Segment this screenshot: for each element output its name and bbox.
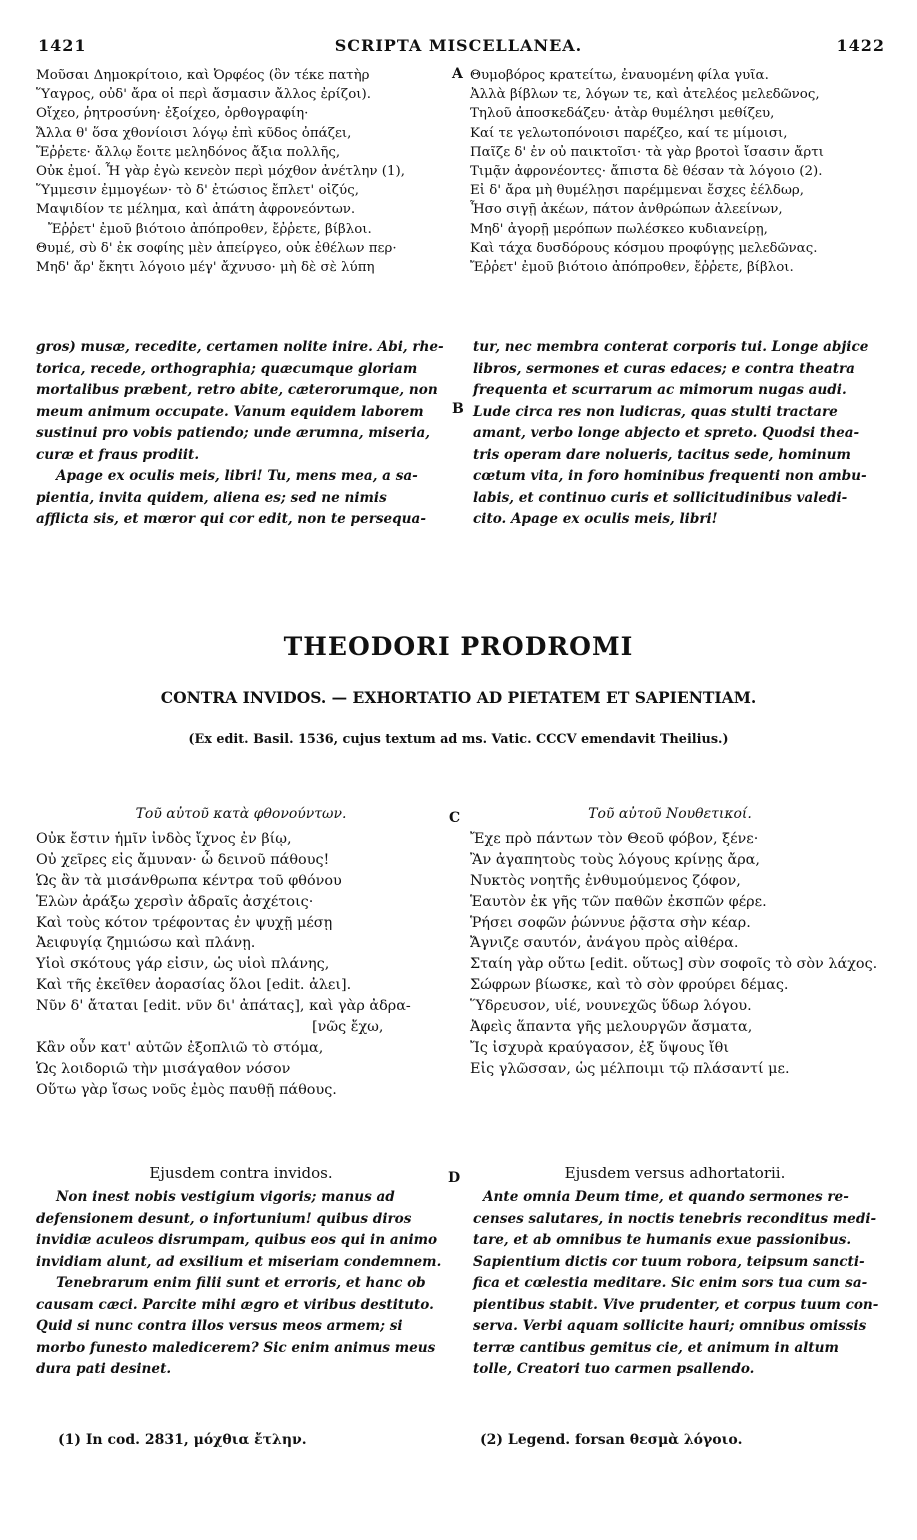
verse-line: Τιμᾷν ἀφρονέοντες· ἄπιστα δὲ θέσαν τὰ λόγοιο (2). <box>470 163 823 179</box>
verse-line: Ἄλλα θ' ὅσα χθονίοισι λόγῳ ἐπὶ κῦδος ὀπάζει, <box>36 125 352 141</box>
prose-line: mortalibus præbent, retro abite, cæterorumque, non <box>36 382 438 398</box>
prose-line: Apage ex oculis meis, libri! Tu, mens mea, a sa- <box>56 468 418 484</box>
verse-line: Καὶ τοὺς κότον τρέφοντας ἐν ψυχῇ μέσῃ <box>36 914 333 931</box>
work-title: THEODORI PRODROMI <box>283 632 634 661</box>
verse-line: Καί τε γελωτοπόνοισι παρέζεο, καί τε μίμοισι, <box>470 125 788 141</box>
greek-poem-left-heading: Τοῦ αὐτοῦ κατὰ φθονούντων. <box>135 806 347 822</box>
prose-line: torica, recede, orthographia; quæcumque gloriam <box>36 360 418 377</box>
latin-left-column <box>36 337 444 531</box>
verse-line: Οὐκ ἔστιν ἡμῖν ἰνδὸς ἴχνος ἐν βίῳ, <box>36 831 292 847</box>
prose-line: invidiæ aculeos disrumpam, quibus eos qui in animo <box>36 1232 438 1248</box>
verse-line: Ἴς ἰσχυρὰ κραύγασον, ἐξ ὕψους ἴθι <box>470 1039 729 1056</box>
prose-line: fica et cœlestia meditare. Sic enim sors tua cum sa- <box>473 1275 868 1291</box>
prose-line: tur, nec membra conterat corporis tui. Longe abjice <box>473 339 869 355</box>
prose-line: dura pati desinet. <box>36 1361 172 1377</box>
prose-line: cœtum vita, in foro hominibus frequenti non ambu- <box>473 468 867 484</box>
prose-line: cito. Apage ex oculis meis, libri! <box>473 511 718 527</box>
prose-line: pientia, invita quidem, aliena es; sed ne nimis <box>36 489 387 506</box>
verse-line: Μηδ' ἄρ' ἔκητι λόγοιο μέγ' ἄχνυσο· μὴ δὲ σὲ λύπη <box>36 259 375 275</box>
verse-line: Ἀειφυγίᾳ ζημιώσω καὶ πλάνῃ. <box>36 935 256 952</box>
running-title: SCRIPTA MISCELLANEA. <box>334 36 583 55</box>
prose-line: morbo funesto maledicerem? Sic enim animus meus <box>36 1339 436 1356</box>
verse-line: Υἱοὶ σκότους γάρ εἰσιν, ὡς υἱοὶ πλάνης, <box>36 956 330 973</box>
verse-line: Ὕδρευσον, υἱέ, νουνεχῶς ὕδωρ λόγου. <box>470 998 752 1015</box>
verse-line: Ἔῤῥετ' ἐμοῦ βιότοιο ἀπόπροθεν, ἔῤῥετε, βίβλοι. <box>48 221 372 237</box>
work-subtitle: CONTRA INVIDOS. — EXHORTATIO AD PIETATEM ET SAPIENTIAM. <box>160 688 757 707</box>
verse-line: Οἴχεο, ῥητροσύνη· ἐξοίχεο, ὀρθογραφίη· <box>36 106 309 122</box>
verse-line: Θυμέ, σὺ δ' ἐκ σοφίης μὲν ἀπείργεο, οὐκ ἐθέλων περ· <box>36 240 397 256</box>
verse-line: Καὶ τάχα δυσδόρους κόσμου προφύγῃς μελεδῶνας. <box>470 240 818 256</box>
margin-marker-d: D <box>448 1170 461 1186</box>
prose-line: tolle, Creatori tuo carmen psallendo. <box>473 1361 755 1377</box>
edition-note: (Ex edit. Basil. 1536, cujus textum ad ms. Vatic. CCCV emendavit Theilius.) <box>188 732 729 747</box>
latin-poem-left <box>36 1187 441 1381</box>
page-number-left: 1421 <box>38 36 87 55</box>
top-greek-left-column <box>36 66 405 277</box>
verse-line: Σταίη γὰρ οὕτω [edit. οὕτως] σὺν σοφοῖς τὸ σὸν λάχος. <box>470 956 878 973</box>
prose-line: Quid si nunc contra illos versus meos armem; si <box>36 1318 403 1334</box>
verse-line: Ἔῤῥετ' ἐμοῦ βιότοιο ἀπόπροθεν, ἔῤῥετε, βίβλοι. <box>470 259 794 275</box>
verse-line: Παῖζε δ' ἐν οὐ παικτοῖσι· τὰ γὰρ βροτοὶ ἴσασιν ἄρτι <box>470 144 824 160</box>
verse-line: Κἂν οὖν κατ' αὐτῶν ἐξοπλιῶ τὸ στόμα, <box>36 1039 324 1056</box>
verse-line: Ἀφεὶς ἅπαντα γῆς μελουργῶν ἄσματα, <box>470 1019 753 1036</box>
prose-line: Non inest nobis vestigium vigoris; manus ad <box>56 1189 395 1205</box>
verse-line: Ἔῤῥετε· ἄλλῳ ἔοιτε μεληδόνος ἄξια πολλῆς, <box>36 144 341 160</box>
prose-line: tare, et ab omnibus te humanis exue passionibus. <box>473 1232 852 1248</box>
verse-line: Καὶ τῆς ἐκεῖθεν ἀορασίας ὅλοι [edit. ἀλει]. <box>36 977 352 994</box>
prose-line: terræ cantibus gemitus cie, et animum in altum <box>473 1339 839 1356</box>
latin-poem-left-heading: Ejusdem contra invidos. <box>149 1164 333 1182</box>
verse-line: Νῦν δ' ἄταται [edit. νῦν δι' ἀπάτας], καὶ γὰρ ἀδρα- <box>36 998 411 1015</box>
prose-line: gros) musæ, recedite, certamen nolite inire. Abi, rhe- <box>36 339 444 355</box>
prose-line: curæ et fraus prodiit. <box>36 446 200 463</box>
prose-line: afflicta sis, et mœror qui cor edit, non te persequa- <box>36 511 426 527</box>
prose-line: serva. Verbi aquam sollicite hauri; omnibus omissis <box>473 1318 867 1334</box>
prose-line: sustinui pro vobis patiendo; unde ærumna, miseria, <box>36 425 431 441</box>
prose-line: libros, sermones et curas edaces; e contra theatra <box>473 360 855 377</box>
prose-line: meum animum occupate. Vanum equidem laborem <box>36 403 424 420</box>
verse-line: Σώφρων βίωσκε, καὶ τὸ σὸν φρούρει δέμας. <box>470 977 789 994</box>
verse-line: Εἰς γλῶσσαν, ὡς μέλποιμι τῷ πλάσαντί με. <box>470 1060 790 1077</box>
margin-marker-c: C <box>449 810 461 826</box>
verse-line: Ἄγνιζε σαυτόν, ἀνάγου πρὸς αἰθέρα. <box>470 935 739 952</box>
verse-line: Τηλοῦ ἀποσκεδάζευ· ἀτὰρ θυμέλησι μεθίζευ, <box>470 106 775 122</box>
prose-line: invidiam alunt, ad exsilium et miseriam condemnem. <box>36 1253 442 1270</box>
prose-line: tris operam dare nolueris, tacitus sede, hominum <box>473 446 851 463</box>
page-number-right: 1422 <box>836 36 885 55</box>
verse-line: Μοῦσαι Δημοκρίτοιο, καὶ Ὀρφέος (ὃν τέκε πατὴρ <box>36 68 370 83</box>
greek-poem-left <box>36 829 411 1101</box>
latin-poem-right-heading: Ejusdem versus adhortatorii. <box>564 1164 786 1182</box>
verse-line: [νῶς ἔχω, <box>312 1019 384 1036</box>
prose-line: Sapientium dictis cor tuum robora, teipsum sancti- <box>473 1253 865 1270</box>
verse-line: Ἔχε πρὸ πάντων τὸν Θεοῦ φόβον, ξένε· <box>470 831 759 847</box>
margin-marker-b: B <box>452 401 464 417</box>
verse-line: Μαψιδίον τε μέλημα, καὶ ἀπάτη ἀφρονεόντων. <box>36 202 356 218</box>
verse-line: Οὕτω γὰρ ἴσως νοῦς ἐμὸς παυθῇ πάθους. <box>36 1081 337 1098</box>
verse-line: Ἧσο σιγῇ ἀκέων, πάτον ἀνθρώπων ἀλεείνων, <box>470 202 783 218</box>
footnote-1: (1) In cod. 2831, μόχθια ἔτλην. <box>58 1432 307 1448</box>
verse-line: Μηδ' ἀγορῇ μερόπων πωλέσκεο κυδιανείρῃ, <box>470 221 768 237</box>
verse-line: Ῥήσει σοφῶν ῥώννυε ῥᾷστα σὴν κέαρ. <box>470 914 751 931</box>
margin-marker-a: A <box>452 66 463 82</box>
prose-line: causam cæci. Parcite mihi ægro et viribus destituto. <box>36 1296 434 1313</box>
prose-line: frequenta et scurrarum ac mimorum nugas audi. <box>473 382 847 398</box>
verse-line: Εἰ δ' ἄρα μὴ θυμέλῃσι παρέμμεναι ἔσχες ἐέλδωρ, <box>470 183 805 199</box>
verse-line: Θυμοβόρος κρατείτω, ἐναυομένη φίλα γυῖα. <box>470 68 769 83</box>
prose-line: labis, et continuo curis et sollicitudinibus valedi- <box>473 489 848 506</box>
verse-line: Οὐκ ἐμοί. Ἦ γὰρ ἐγὼ κενεὸν περὶ μόχθον ἀνέτλην (1), <box>36 163 405 179</box>
prose-line: defensionem desunt, o infortunium! quibus diros <box>36 1210 412 1227</box>
prose-line: pientibus stabit. Vive prudenter, et corpus tuum con- <box>473 1296 879 1313</box>
verse-line: Ἀλλὰ βίβλων τε, λόγων τε, καὶ ἀτελέος μελεδῶνος, <box>470 87 820 103</box>
verse-line: Ὡς ἂν τὰ μισάνθρωπα κέντρα τοῦ φθόνου <box>36 872 342 889</box>
footnote-2: (2) Legend. forsan θεσμὰ λόγοιο. <box>480 1432 743 1448</box>
latin-right-column <box>473 337 868 531</box>
verse-line: Οὐ χεῖρες εἰς ἄμυναν· ὦ δεινοῦ πάθους! <box>36 851 330 868</box>
verse-line: Ὡς λοιδοριῶ τὴν μισάγαθον νόσον <box>36 1060 291 1077</box>
verse-line: Ἑλὼν ἀράξω χερσὶν ἀδραῖς ἀσχέτοις· <box>36 893 314 910</box>
prose-line: amant, verbo longe abjecto et spreto. Quodsi thea- <box>473 425 860 441</box>
prose-line: Ante omnia Deum time, et quando sermones re- <box>483 1189 849 1205</box>
top-greek-right-column <box>470 66 824 277</box>
verse-line: Ὕμμεσιν ἐμμογέων· τὸ δ' ἐτώσιος ἔπλετ' οἰζύς, <box>36 183 359 199</box>
verse-line: Ἂν ἀγαπητοὺς τοὺς λόγους κρίνῃς ἄρα, <box>470 851 760 868</box>
prose-line: Tenebrarum enim filii sunt et erroris, et hanc ob <box>56 1275 426 1291</box>
prose-line: Lude circa res non ludicras, quas stulti tractare <box>473 403 838 420</box>
greek-poem-right-heading: Τοῦ αὐτοῦ Νουθετικοί. <box>588 806 752 822</box>
greek-poem-right <box>470 829 877 1080</box>
verse-line: Ὕαγρος, οὐδ' ἄρα οἱ περὶ ἄσμασιν ἄλλος ἐρίζοι). <box>36 87 371 103</box>
latin-poem-right <box>473 1187 878 1381</box>
verse-line: Νυκτὸς νοητῆς ἐνθυμούμενος ζόφον, <box>470 872 741 889</box>
prose-line: censes salutares, in noctis tenebris reconditus medi- <box>473 1210 877 1227</box>
verse-line: Ἑαυτὸν ἐκ γῆς τῶν παθῶν ἐκσπῶν φέρε. <box>470 893 767 910</box>
